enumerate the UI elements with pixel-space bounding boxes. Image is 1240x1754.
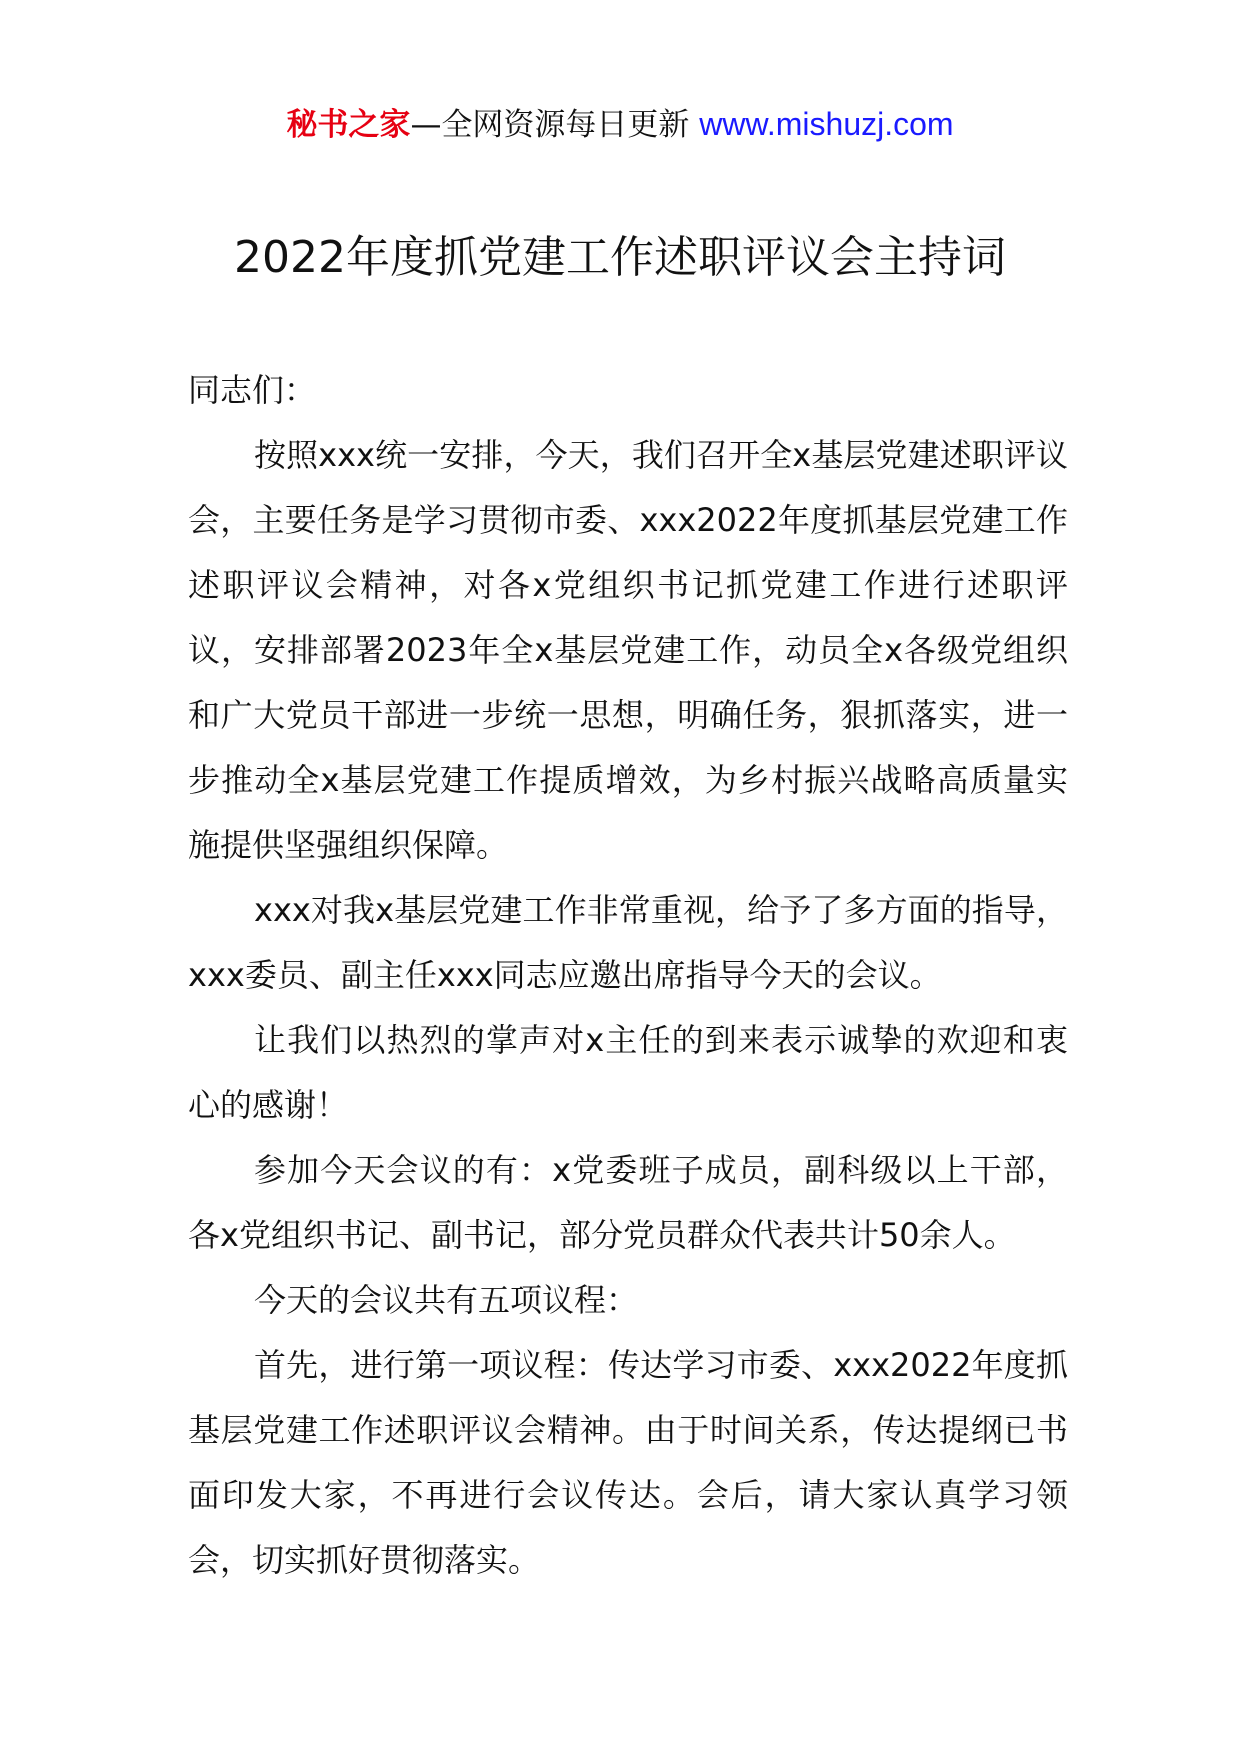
- header-banner: [0, 102, 1240, 147]
- site-url-link[interactable]: www.mishuzj.com: [699, 106, 954, 142]
- document-body: [188, 358, 1068, 1593]
- paragraph: 今天的会议共有五项议程：: [254, 1281, 639, 1319]
- salutation: 同志们：: [188, 371, 317, 409]
- header-tagline: —全网资源每日更新: [410, 107, 690, 143]
- paragraph: 参加今天会议的有：x党委班子成员，副科级以上干部，各x党组织书记、副书记，部分党员群众代表共计50余人。: [188, 1151, 1068, 1254]
- paragraph: xxx对我x基层党建工作非常重视，给予了多方面的指导，xxx委员、副主任xxx同志应邀出席指导今天的会议。: [188, 891, 1068, 994]
- paragraph: 按照xxx统一安排，今天，我们召开全x基层党建述职评议会，主要任务是学习贯彻市委、xxx2022年度抓基层党建工作述职评议会精神，对各x党组织书记抓党建工作进行述职评议，安排部署2023年全x基层党建工作，动员全x各级党组织和广大党员干部进一步统一思想，明确任务，狠抓落实，进一步推动全x基层党建工作提质增效，为乡村振兴战略高质量实施提供坚强组织保障。: [188, 436, 1068, 864]
- paragraph: 让我们以热烈的掌声对x主任的到来表示诚挚的欢迎和衷心的感谢！: [188, 1021, 1068, 1124]
- brand-name: 秘书之家: [286, 107, 411, 143]
- paragraph: 首先，进行第一项议程：传达学习市委、xxx2022年度抓基层党建工作述职评议会精神。由于时间关系，传达提纲已书面印发大家，不再进行会议传达。会后，请大家认真学习领会，切实抓好贯彻落实。: [188, 1346, 1068, 1579]
- document-title: 2022年度抓党建工作述职评议会主持词: [234, 232, 1006, 283]
